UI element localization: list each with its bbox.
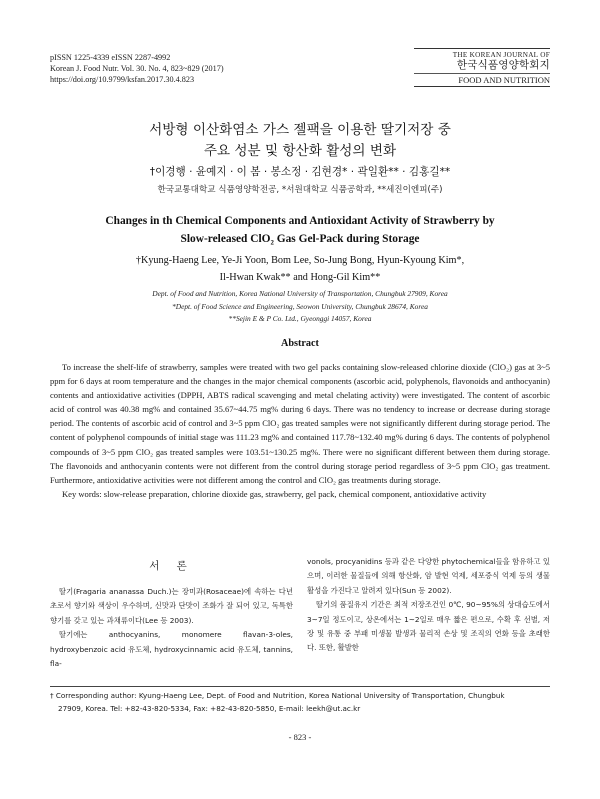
abstract-body [50, 360, 550, 501]
abstract-text: To increase the shelf-life of strawberry, samples were treated with two gel packs containing slow-released chlorine dioxide (ClO₂) gas at 3~5 ppm for 6 days at room temperature and the changes in the major chemical components (ascorbic acid, polyphenols, flavonoids and anthocyanin) contents and antioxidative activities (DPPH, ABTS radical scavenging and metal chelating activity) were investigated. The content of ascorbic acid of control was 40.38 mg% and contained 35.67~44.75 mg% during 6 days. There was no tendency to increase or decrease during storage period. The contents of ascorbic acid of control and 3~5 ppm ClO₂ gas treated samples were not significantly different during storage period. The content of polyphenol compounds of initial stage was 111.23 mg% and contained 117.78~132.40 mg% during 6 days. The contents of polyphenol compounds of 3~5 ppm ClO₂ gas treated samples were 103.51~130.25 mg%. There were no significant different between them during storage. The flavonoids and anthocyanin contents were not different from the control during storage period regardless of 3~5 ppm ClO₂ gas treatment. Furthermore, antioxidative activities were not different among the control and ClO₂ gas treatments during storage. [50, 362, 550, 485]
body-column-right [307, 555, 550, 656]
affiliations-english [40, 288, 560, 326]
authors-english [60, 252, 540, 286]
intro-paragraph-1: 딸기(Fragaria ananassa Duch.)는 장미과(Rosaceae)에 속하는 다년초로서 향기와 색상이 우수하며, 신맛과 단맛이 조화가 잘 되어 있고, 독특한 향기를 갖고 있는 과채류이다(Lee 등 2003). [50, 587, 293, 625]
title-korean-line1: 서방형 이산화염소 가스 젤팩을 이용한 딸기저장 중 [149, 122, 451, 138]
authors-korean: †이경행 · 윤예지 · 이 봄 · 봉소정 · 김현경* · 곽일환** · 김홍길** [149, 166, 451, 178]
page-number: - 823 - [288, 732, 312, 742]
corresponding-author-footnote [50, 686, 550, 715]
journal-name-en-top: THE KOREAN JOURNAL OF [452, 51, 550, 59]
keywords: Key words: slow-release preparation, chlorine dioxide gas, strawberry, gel pack, chemical component, antioxidative activity [62, 488, 487, 499]
affiliation-en-1: Dept. of Food and Nutrition, Korea National University of Transportation, Chungbuk 27909, Korea [152, 289, 448, 298]
journal-name-ko: 한국식품영양학회지 [456, 59, 550, 71]
journal-citation-block [50, 52, 224, 85]
title-english-line2: Slow-released ClO₂ Gas Gel-Pack during Storage [180, 233, 420, 245]
intro-paragraph-2-continued: vonols, procyanidins 등과 같은 다양한 phytochemical들을 함유하고 있으며, 이러한 물질들에 의해 항산화, 암 발현 억제, 세포증식 억제 등의 생물활성을 가진다고 알려져 있다(Sun 등 2002). [307, 557, 550, 595]
affiliation-en-2: *Dept. of Food Science and Engineering, Seowon University, Chungbuk 28674, Korea [172, 301, 428, 311]
abstract-heading: Abstract [281, 338, 319, 349]
doi-link[interactable]: https://doi.org/10.9799/ksfan.2017.30.4.823 [50, 75, 195, 84]
authors-english-line2: Il-Hwan Kwak** and Hong-Gil Kim** [219, 272, 381, 283]
footnote-line-2: 27909, Korea. Tel: +82-43-820-5334, Fax: +82-43-820-5850, E-mail: leekh@ut.ac.kr [58, 703, 361, 713]
section-heading-introduction: 서 론 [149, 560, 194, 572]
intro-paragraph-2: 딸기에는 anthocyanins, monomere flavan-3-oles, hydroxybenzoic acid 유도체, hydroxycinnamic acid 유도체, tannins, fla- [50, 630, 293, 669]
title-english [50, 212, 550, 248]
citation-line: Korean J. Food Nutr. Vol. 30. No. 4, 823~829 (2017) [50, 64, 224, 73]
authors-english-line1: †Kyung-Haeng Lee, Ye-Ji Yoon, Bom Lee, So-Jung Bong, Hyun-Kyoung Kim*, [135, 255, 465, 266]
title-korean-line2: 주요 성분 및 항산화 활성의 변화 [203, 143, 397, 159]
title-korean [40, 120, 560, 162]
footnote-line-1: † Corresponding author: Kyung-Haeng Lee, Dept. of Food and Nutrition, Korea National University of Transportation, Chungbuk [50, 691, 505, 700]
journal-masthead [414, 48, 550, 87]
issn-line: pISSN 1225-4339 eISSN 2287-4992 [50, 53, 171, 62]
journal-name-en-bottom: FOOD AND NUTRITION [414, 73, 550, 85]
affiliation-en-3: **Sejin E & P Co. Ltd., Gyeonggi 14057, Korea [228, 314, 372, 323]
title-english-line1: Changes in th Chemical Components and Antioxidant Activity of Strawberry by [105, 215, 495, 227]
affiliation-korean: 한국교통대학교 식품영양학전공, *서원대학교 식품공학과, **세진이엔피(주) [157, 185, 443, 195]
body-column-left [50, 555, 293, 671]
intro-paragraph-3: 딸기의 품질유지 기간은 최적 저장조건인 0℃, 90~95%의 상대습도에서 3~7일 정도이고, 상온에서는 1~2일로 매우 짧은 편으로, 수확 후 선별, 저장 및 유통 중 부패 미생물 발생과 물리적 손상 및 조직의 연화 등을 초래한다. 또한, 활발한 [307, 600, 550, 653]
